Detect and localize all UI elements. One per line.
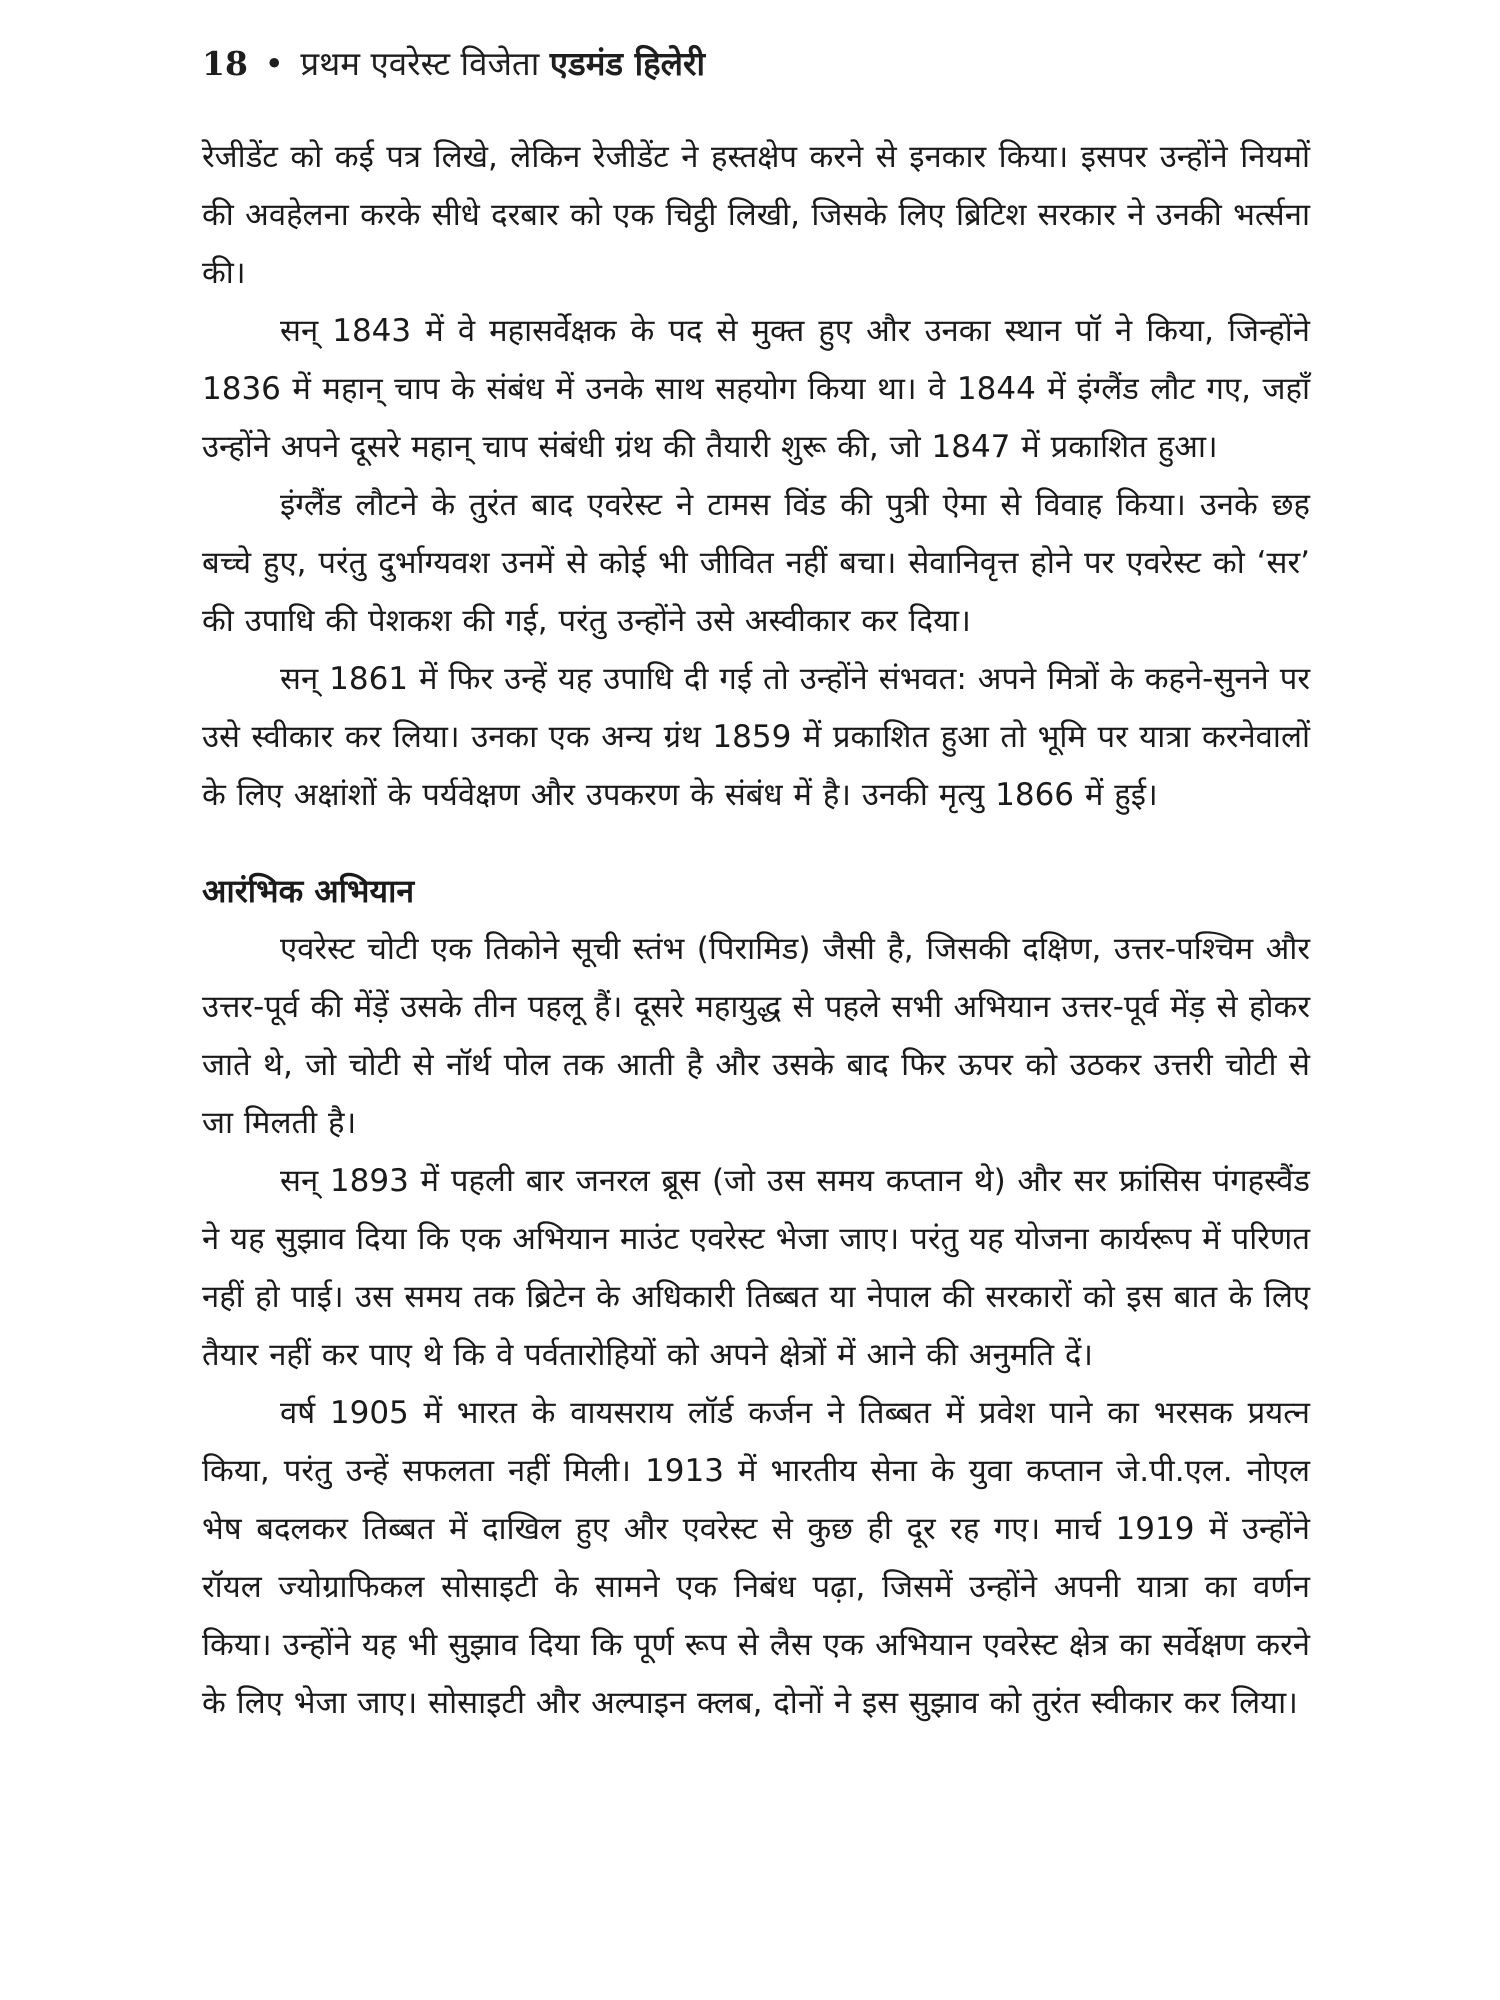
paragraph-continued: रेजीडेंट को कई पत्र लिखे, लेकिन रेजीडेंट ने हस्तक्षेप करने से इनकार किया। इसपर उन्होंने नियमों की अवहेलना करके सीधे दरबार को एक चिट्ठी लिखी, जिसके लिए ब्रिटिश सरकार ने उनकी भर्त्सना की। <box>202 139 1310 291</box>
paragraph: इंग्लैंड लौटने के तुरंत बाद एवरेस्ट ने टामस विंड की पुत्री ऐमा से विवाह किया। उनके छह बच्चे हुए, परंतु दुर्भाग्यवश उनमें से कोई भी जीवित नहीं बचा। सेवानिवृत्त होने पर एवरेस्ट को ‘सर’ की उपाधि की पेशकश की गई, परंतु उन्होंने उसे अस्वीकार कर दिया। <box>202 487 1310 639</box>
header-separator: • <box>264 44 284 83</box>
running-header <box>202 38 1312 90</box>
section-heading: आरंभिक अभियान <box>202 872 415 910</box>
paragraph: एवरेस्ट चोटी एक तिकोने सूची स्तंभ (पिरामिड) जैसी है, जिसकी दक्षिण, उत्तर-पश्चिम और उत्तर-पूर्व की मेंड़ें उसके तीन पहलू हैं। दूसरे महायुद्ध से पहले सभी अभियान उत्तर-पूर्व मेंड़ से होकर जाते थे, जो चोटी से नॉर्थ पोल तक आती है और उसके बाद फिर ऊपर को उठकर उत्तरी चोटी से जा मिलती है। <box>202 931 1310 1141</box>
book-title-subject: एडमंड हिलेरी <box>549 44 706 83</box>
book-title: प्रथम एवरेस्ट विजेता <box>300 44 540 83</box>
paragraph: सन् 1843 में वे महासर्वेक्षक के पद से मुक्त हुए और उनका स्थान पॉ ने किया, जिन्होंने 1836 में महान् चाप के संबंध में उनके साथ सहयोग किया था। वे 1844 में इंग्लैंड लौट गए, जहाँ उन्होंने अपने दूसरे महान् चाप संबंधी ग्रंथ की तैयारी शुरू की, जो 1847 में प्रकाशित हुआ। <box>202 313 1310 465</box>
paragraph: सन् 1861 में फिर उन्हें यह उपाधि दी गई तो उन्होंने संभवत: अपने मित्रों के कहने-सुनने पर उसे स्वीकार कर लिया। उनका एक अन्य ग्रंथ 1859 में प्रकाशित हुआ तो भूमि पर यात्रा करनेवालों के लिए अक्षांशों के पर्यवेक्षण और उपकरण के संबंध में है। उनकी मृत्यु 1866 में हुई। <box>202 661 1310 813</box>
paragraph: सन् 1893 में पहली बार जनरल ब्रूस (जो उस समय कप्तान थे) और सर फ्रांसिस पंगहस्वैंड ने यह सुझाव दिया कि एक अभियान माउंट एवरेस्ट भेजा जाए। परंतु यह योजना कार्यरूप में परिणत नहीं हो पाई। उस समय तक ब्रिटेन के अधिकारी तिब्बत या नेपाल की सरकारों को इस बात के लिए तैयार नहीं कर पाए थे कि वे पर्वतारोहियों को अपने क्षेत्रों में आने की अनुमति दें। <box>202 1163 1310 1373</box>
body-text <box>202 128 1310 1732</box>
page-number: 18 <box>202 44 248 83</box>
paragraph: वर्ष 1905 में भारत के वायसराय लॉर्ड कर्जन ने तिब्बत में प्रवेश पाने का भरसक प्रयत्न किया, परंतु उन्हें सफलता नहीं मिली। 1913 में भारतीय सेना के युवा कप्तान जे.पी.एल. नोएल भेष बदलकर तिब्बत में दाखिल हुए और एवरेस्ट से कुछ ही दूर रह गए। मार्च 1919 में उन्होंने रॉयल ज्योग्राफिकल सोसाइटी के सामने एक निबंध पढ़ा, जिसमें उन्होंने अपनी यात्रा का वर्णन किया। उन्होंने यह भी सुझाव दिया कि पूर्ण रूप से लैस एक अभियान एवरेस्ट क्षेत्र का सर्वेक्षण करने के लिए भेजा जाए। सोसाइटी और अल्पाइन क्लब, दोनों ने इस सुझाव को तुरंत स्वीकार कर लिया। <box>202 1395 1310 1721</box>
